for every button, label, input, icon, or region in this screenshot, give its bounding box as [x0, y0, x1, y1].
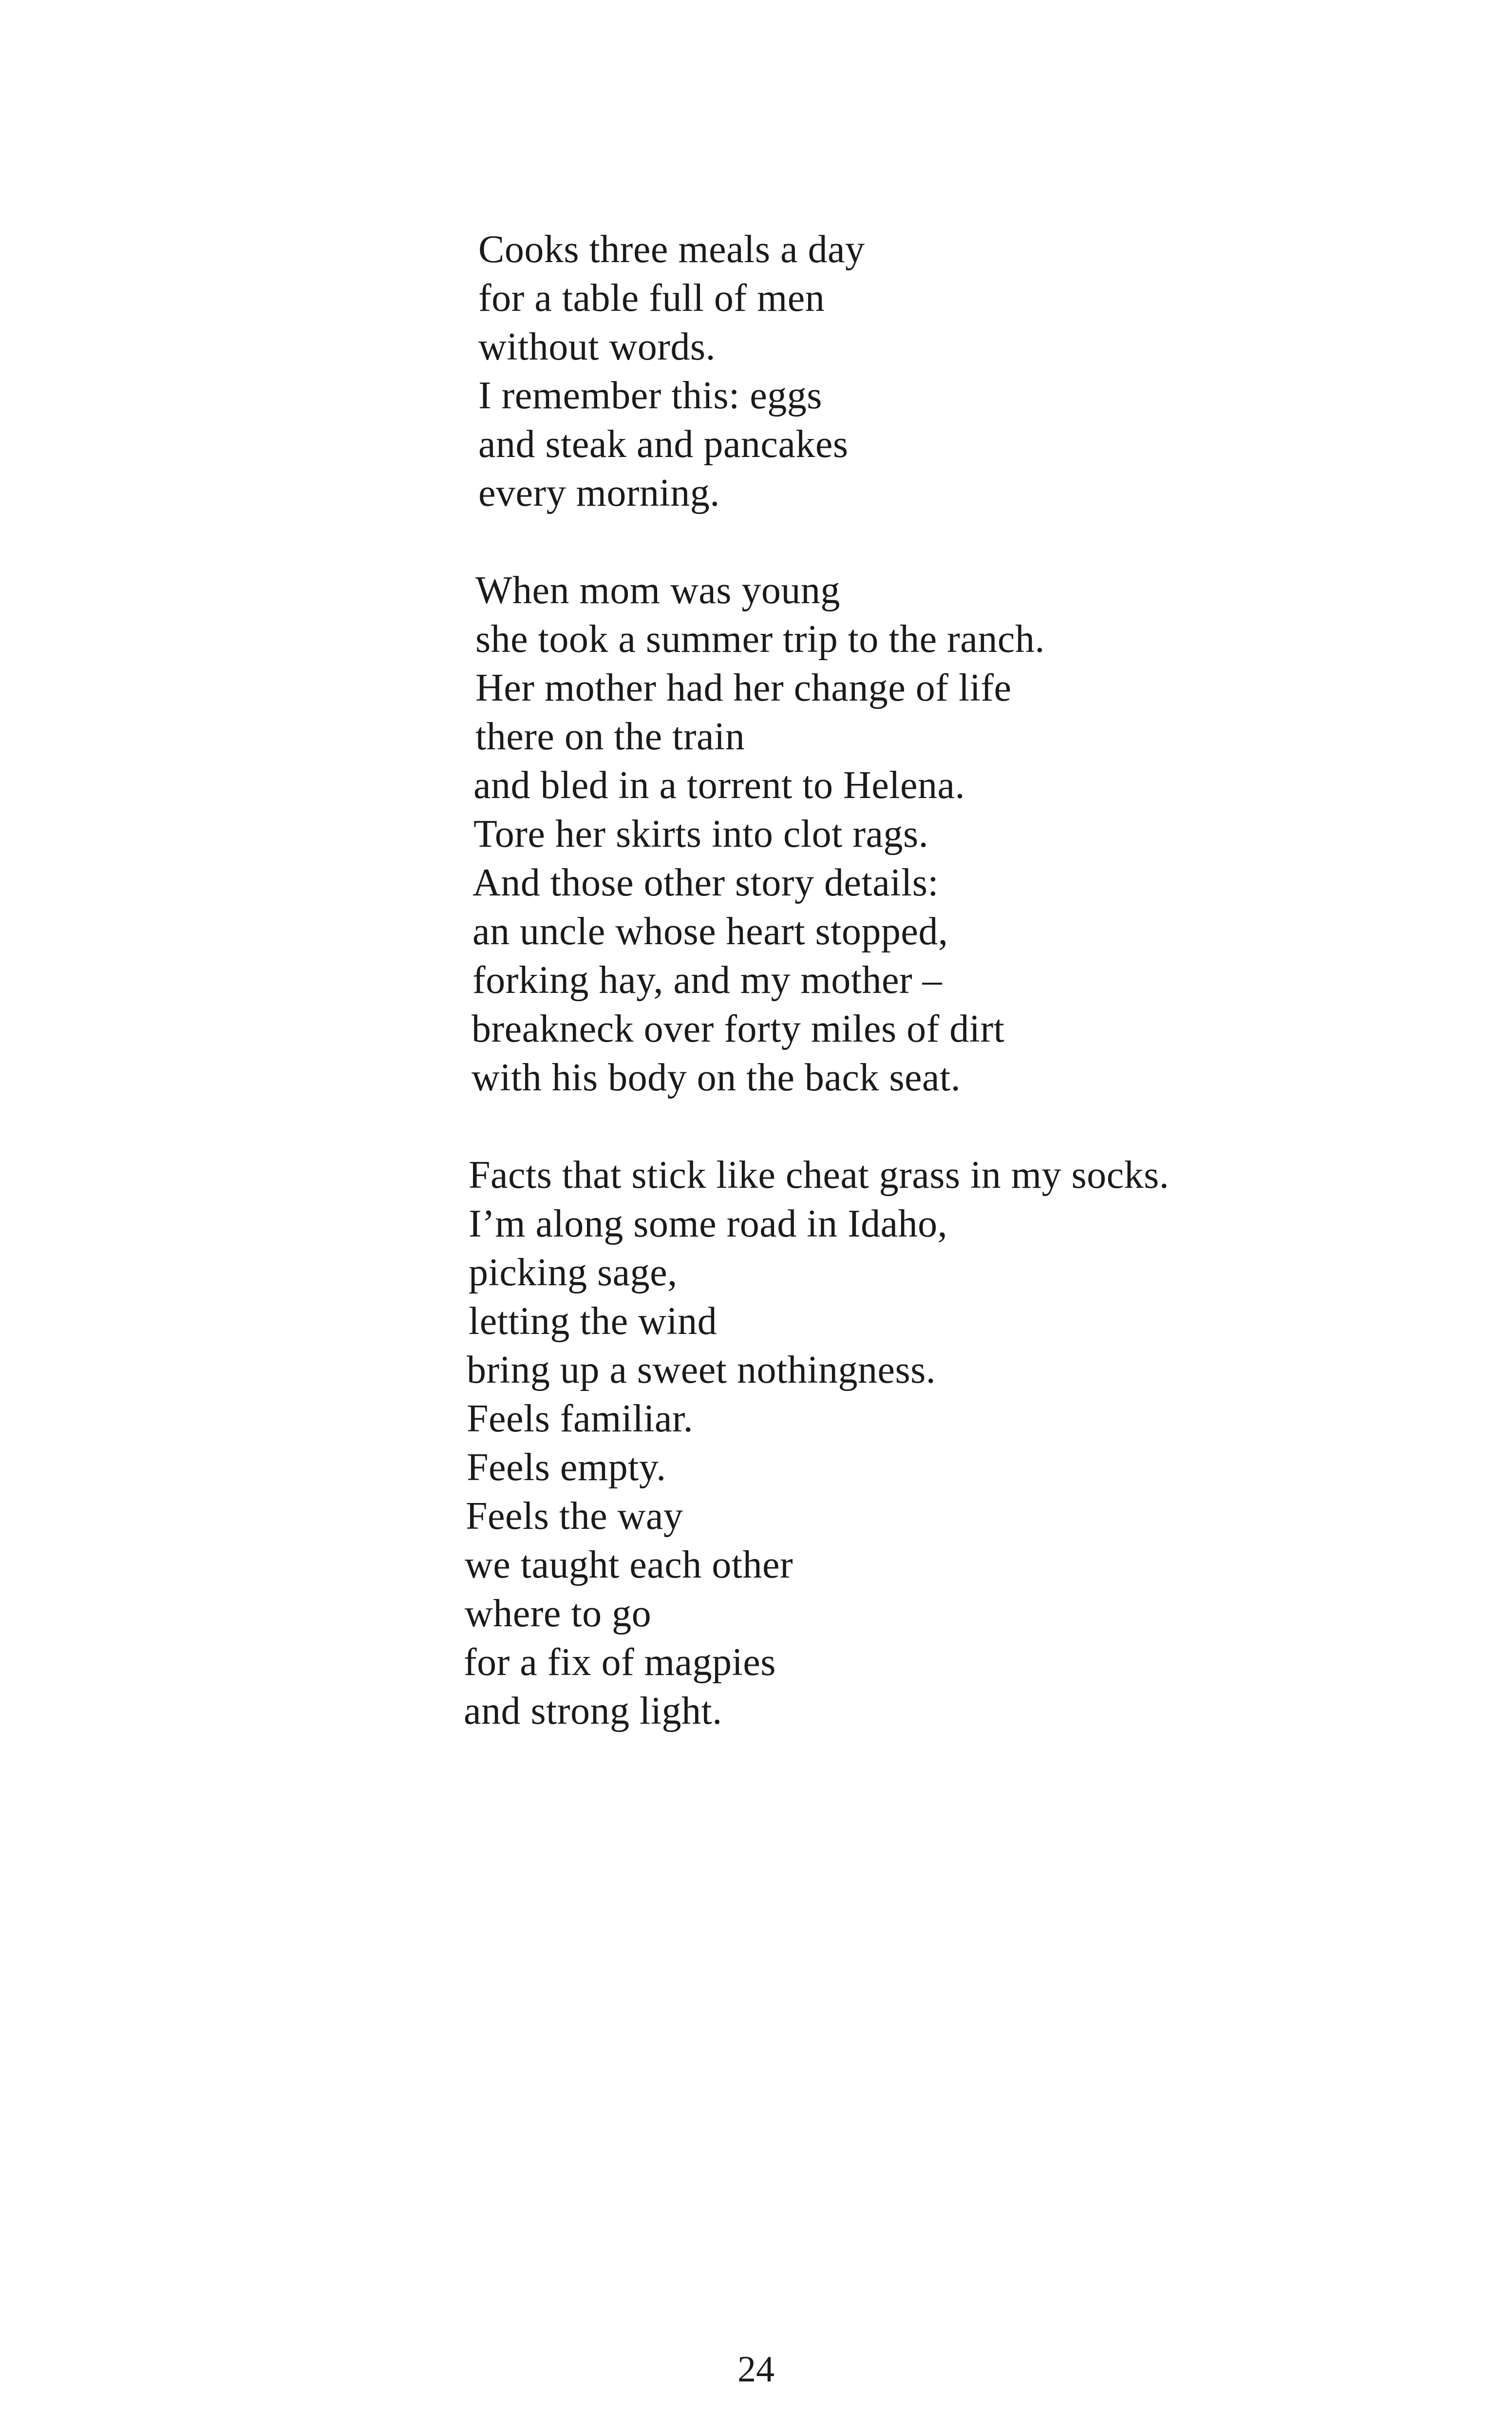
poem-line: I remember this: eggs: [478, 374, 822, 417]
poem-line: Her mother had her change of life: [475, 666, 1012, 709]
poem-line: breakneck over forty miles of dirt: [472, 1008, 1005, 1050]
poem-line: an uncle whose heart stopped,: [472, 910, 948, 953]
poem-line: Feels empty.: [467, 1446, 666, 1489]
poem-line: she took a summer trip to the ranch.: [475, 618, 1045, 661]
page-number: 24: [737, 2349, 775, 2390]
poem-line: with his body on the back seat.: [472, 1056, 961, 1099]
poem-line: When mom was young: [475, 569, 840, 612]
poem-line: and bled in a torrent to Helena.: [473, 764, 965, 807]
poem-line: letting the wind: [469, 1300, 718, 1343]
poem-line: every morning.: [478, 472, 720, 514]
poem-line: Cooks three meals a day: [478, 228, 865, 271]
poem-line: I’m along some road in Idaho,: [469, 1202, 948, 1245]
poem-line: Tore her skirts into clot rags.: [473, 813, 929, 856]
poem-line: for a fix of magpies: [464, 1641, 776, 1684]
poem-line: where to go: [465, 1592, 652, 1635]
poem-line: Feels the way: [466, 1495, 683, 1538]
poem-line: for a table full of men: [478, 277, 825, 320]
poem-line: bring up a sweet nothingness.: [467, 1349, 936, 1391]
poem-line: Feels familiar.: [467, 1397, 694, 1440]
poem-line: forking hay, and my mother –: [472, 959, 943, 1002]
poem-line: and strong light.: [464, 1690, 722, 1732]
poem-line: Facts that stick like cheat grass in my socks.: [469, 1154, 1170, 1197]
poem-line: picking sage,: [469, 1251, 678, 1294]
poem-line: we taught each other: [465, 1543, 794, 1586]
poem-line: without words.: [478, 325, 716, 368]
poem-line: And those other story details:: [472, 861, 939, 904]
poem-line: there on the train: [475, 715, 745, 758]
poem-line: and steak and pancakes: [478, 423, 849, 466]
